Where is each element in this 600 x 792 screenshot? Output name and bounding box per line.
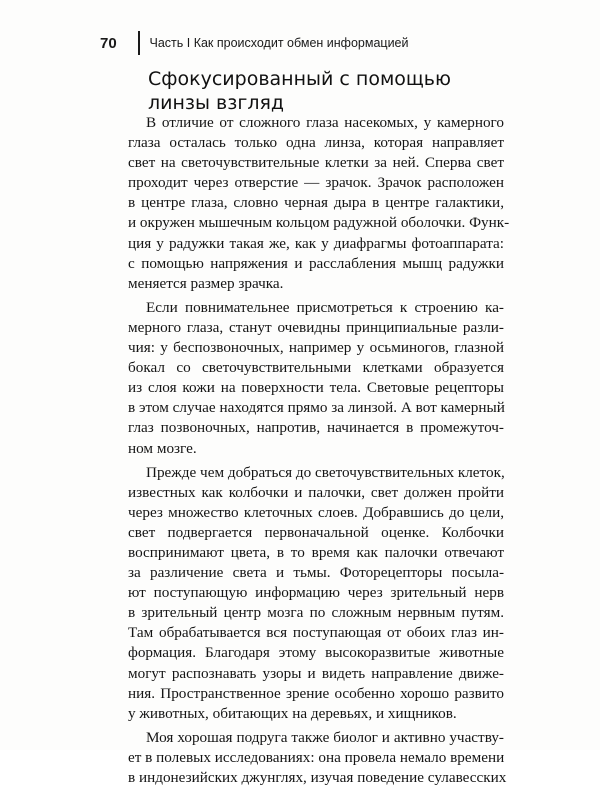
section-title (148, 67, 508, 115)
text-line: глаз позвоночных, напротив, начинается в промежуточ- (128, 419, 504, 437)
text-line: у животных, обитающих на деревьях, и хищников. (128, 704, 457, 722)
section-title-line: Сфокусированный с помощью (148, 68, 451, 90)
text-line: ет в полевых исследованиях: она провела немало времени (128, 748, 505, 766)
text-line: ют поступающую информацию через зрительный нерв (128, 584, 504, 602)
text-line: меняется размер зрачка. (128, 274, 284, 292)
text-line: могут распознавать узоры и видеть направление движе- (128, 664, 504, 682)
running-title: Часть I Как происходит обмен информацией (149, 36, 409, 50)
text-line: мерного глаза, станут очевидны принципиальные разли- (128, 318, 504, 336)
header-divider (138, 31, 140, 55)
text-line: Моя хорошая подруга также биолог и активно участву- (146, 728, 504, 746)
page-number: 70 (100, 34, 117, 52)
text-line: из слоя кожи на поверхности тела. Световые рецепторы (128, 379, 504, 397)
text-line: в этом случае находятся прямо за линзой. А вот камерный (128, 399, 505, 417)
text-line: свет подвергается первоначальной оценке. Колбочки (128, 523, 504, 541)
text-line: Прежде чем добраться до светочувствительных клеток, (146, 463, 505, 481)
text-line: формация. Благодаря этому высокоразвитые животные (128, 644, 504, 662)
text-line: чия: у беспозвоночных, например у осьминогов, глазной (128, 339, 504, 357)
running-head (100, 30, 408, 56)
paragraph (128, 728, 507, 788)
paragraph (128, 463, 504, 724)
paragraph (128, 298, 504, 459)
text-line: глаза осталась только одна линза, которая направляет (128, 134, 504, 152)
text-line: проходит через отверстие — зрачок. Зрачок расположен (128, 174, 504, 192)
text-line: Там обрабатывается вся поступающая от обоих глаз ин- (128, 624, 504, 642)
section-title-line: линзы взгляд (148, 92, 285, 114)
body-text (128, 113, 510, 792)
text-line: ция у радужки такая же, как у диафрагмы фотоаппарата: (128, 234, 504, 252)
text-line: ном мозге. (128, 439, 197, 457)
text-line: бокал со светочувствительными клетками образуется (128, 359, 504, 377)
paragraph (128, 113, 510, 294)
text-line: за различение света и тьмы. Фоторецепторы посыла- (128, 564, 504, 582)
text-line: Если повнимательнее присмотреться к строению ка- (146, 298, 504, 316)
text-line: воспринимают цвета, в то время как палочки отвечают (128, 543, 504, 561)
text-line: в зрительный центр мозга по сложным нервным путям. (128, 604, 504, 622)
text-line: свет на светочувствительные клетки за ней. Сперва свет (128, 154, 504, 172)
text-line: известных как колбочки и палочки, свет должен пройти (128, 483, 504, 501)
text-line: через множество клеточных слоев. Добравшись до цели, (128, 503, 504, 521)
text-line: в центре глаза, словно черная дыра в центре галактики, (128, 194, 504, 212)
text-line: в индонезийских джунглях, изучая поведение сулавесских (128, 769, 507, 786)
text-line: с помощью напряжения и расслабления мышц радужки (128, 254, 504, 272)
text-line: В отличие от сложного глаза насекомых, у камерного (146, 114, 504, 131)
text-line: и окружен мышечным кольцом радужной оболочки. Функ- (128, 214, 510, 232)
text-line: ния. Пространственное зрение особенно хорошо развито (128, 684, 504, 702)
